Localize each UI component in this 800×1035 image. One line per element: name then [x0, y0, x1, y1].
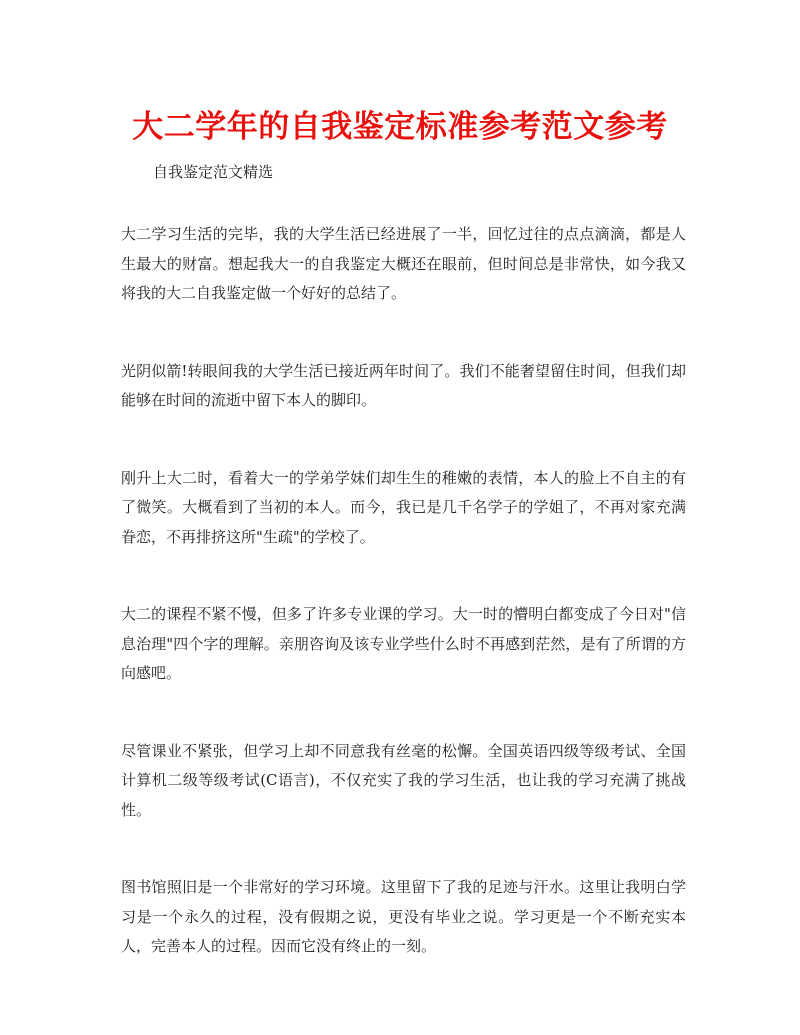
- document-subtitle: 自我鉴定范文精选: [153, 163, 274, 181]
- body-paragraph: 刚升上大二时，看着大一的学弟学妹们却生生的稚嫩的表情，本人的脸上不自主的有了微笑。大概看到了当初的本人。而今，我已是几千名学子的学姐了，不再对家充满眷恋，不再排挤这所"生疏"的学校了。: [121, 468, 686, 546]
- body-paragraph: 光阴似箭!转眼间我的大学生活已接近两年时间了。我们不能奢望留住时间，但我们却能够在时间的流逝中留下本人的脚印。: [121, 361, 686, 409]
- body-paragraph: 大二的课程不紧不慢，但多了许多专业课的学习。大一时的懵明白都变成了今日对"信息治理"四个字的理解。亲朋咨询及该专业学些什么时不再感到茫然，是有了所谓的方向感吧。: [121, 605, 686, 682]
- document-title: 大二学年的自我鉴定标准参考范文参考: [132, 109, 668, 145]
- body-paragraph: 尽管课业不紧张，但学习上却不同意我有丝毫的松懈。全国英语四级等级考试、全国计算机二级等级考试(C语言)，不仅充实了我的学习生活，也让我的学习充满了挑战性。: [121, 741, 686, 819]
- document-body: [121, 220, 686, 1010]
- body-paragraph: 图书馆照旧是一个非常好的学习环境。这里留下了我的足迹与汗水。这里让我明白学习是一个永久的过程，没有假期之说，更没有毕业之说。学习更是一个不断充实本人，完善本人的过程。因而它没有终止的一刻。: [121, 878, 686, 955]
- body-paragraph: 大二学习生活的完毕，我的大学生活已经进展了一半，回忆过往的点点滴滴，都是人生最大的财富。想起我大一的自我鉴定大概还在眼前，但时间总是非常快，如今我又将我的大二自我鉴定做一个好好的总结了。: [121, 225, 686, 302]
